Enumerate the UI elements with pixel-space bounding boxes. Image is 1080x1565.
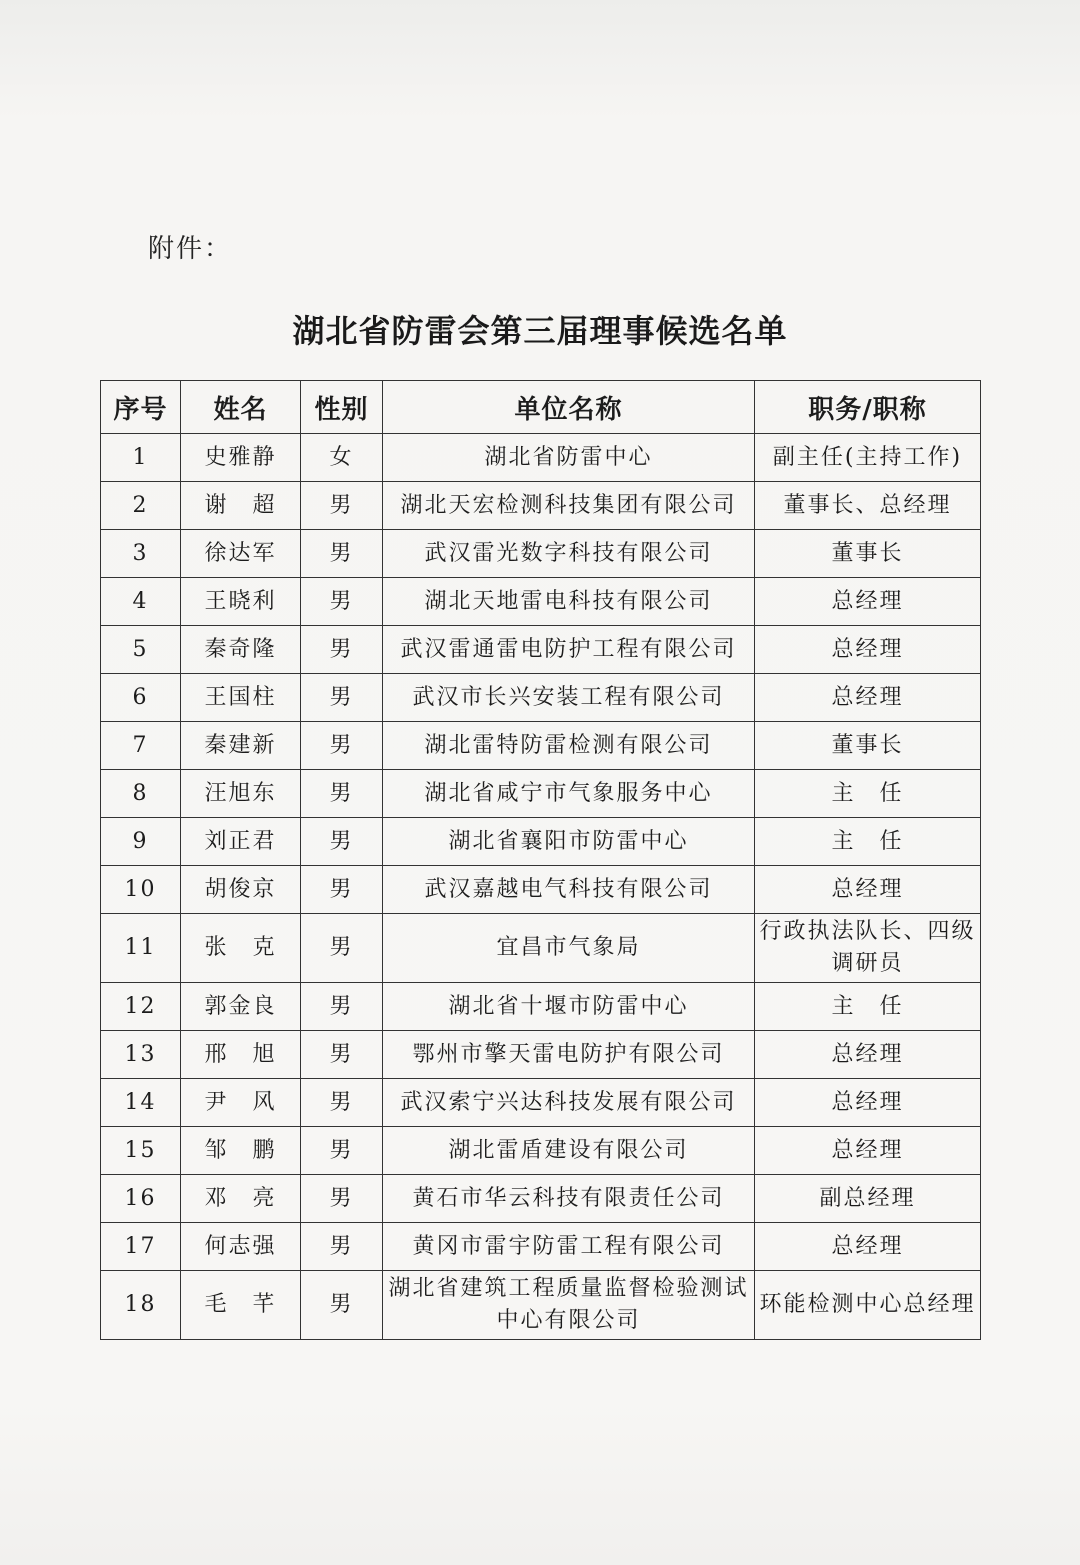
cell-org: 鄂州市擎天雷电防护有限公司	[383, 1031, 755, 1079]
table-row	[101, 983, 981, 1031]
cell-gender: 男	[301, 674, 383, 722]
table-row	[101, 578, 981, 626]
cell-position: 总经理	[755, 1127, 981, 1175]
cell-no: 17	[101, 1223, 181, 1271]
table-row	[101, 1175, 981, 1223]
cell-no: 8	[101, 770, 181, 818]
cell-name: 王国柱	[181, 674, 301, 722]
cell-org: 湖北省十堰市防雷中心	[383, 983, 755, 1031]
cell-position: 总经理	[755, 1223, 981, 1271]
cell-no: 7	[101, 722, 181, 770]
cell-gender: 男	[301, 818, 383, 866]
cell-org: 武汉雷光数字科技有限公司	[383, 530, 755, 578]
table-row	[101, 866, 981, 914]
cell-gender: 男	[301, 1271, 383, 1340]
cell-name: 郭金良	[181, 983, 301, 1031]
table-row	[101, 1127, 981, 1175]
cell-no: 2	[101, 482, 181, 530]
table-row	[101, 674, 981, 722]
header-gender: 性别	[301, 381, 383, 434]
table-row	[101, 1271, 981, 1340]
header-org: 单位名称	[383, 381, 755, 434]
cell-name: 汪旭东	[181, 770, 301, 818]
cell-name: 谢 超	[181, 482, 301, 530]
cell-no: 3	[101, 530, 181, 578]
cell-name: 胡俊京	[181, 866, 301, 914]
cell-no: 18	[101, 1271, 181, 1340]
cell-name: 何志强	[181, 1223, 301, 1271]
cell-gender: 男	[301, 1079, 383, 1127]
cell-org: 湖北天宏检测科技集团有限公司	[383, 482, 755, 530]
cell-position: 行政执法队长、四级调研员	[755, 914, 981, 983]
cell-name: 史雅静	[181, 434, 301, 482]
cell-gender: 男	[301, 626, 383, 674]
cell-org: 湖北省建筑工程质量监督检验测试中心有限公司	[383, 1271, 755, 1340]
cell-position: 董事长	[755, 722, 981, 770]
cell-no: 15	[101, 1127, 181, 1175]
cell-gender: 男	[301, 578, 383, 626]
cell-no: 14	[101, 1079, 181, 1127]
cell-gender: 男	[301, 530, 383, 578]
cell-position: 主 任	[755, 818, 981, 866]
cell-org: 武汉索宁兴达科技发展有限公司	[383, 1079, 755, 1127]
table-row	[101, 1079, 981, 1127]
cell-gender: 男	[301, 722, 383, 770]
cell-no: 9	[101, 818, 181, 866]
cell-position: 总经理	[755, 674, 981, 722]
cell-org: 武汉市长兴安装工程有限公司	[383, 674, 755, 722]
cell-position: 董事长	[755, 530, 981, 578]
cell-name: 刘正君	[181, 818, 301, 866]
cell-name: 徐达军	[181, 530, 301, 578]
cell-org: 湖北雷盾建设有限公司	[383, 1127, 755, 1175]
cell-gender: 男	[301, 914, 383, 983]
table-row	[101, 1223, 981, 1271]
cell-no: 4	[101, 578, 181, 626]
table-row	[101, 722, 981, 770]
header-position: 职务/职称	[755, 381, 981, 434]
cell-no: 11	[101, 914, 181, 983]
cell-no: 5	[101, 626, 181, 674]
cell-position: 总经理	[755, 578, 981, 626]
cell-gender: 男	[301, 983, 383, 1031]
attachment-label: 附件：	[148, 234, 233, 264]
cell-org: 湖北省咸宁市气象服务中心	[383, 770, 755, 818]
table-row	[101, 530, 981, 578]
cell-name: 秦建新	[181, 722, 301, 770]
candidate-table	[100, 380, 981, 1340]
table-row	[101, 626, 981, 674]
cell-position: 副总经理	[755, 1175, 981, 1223]
table-row	[101, 770, 981, 818]
cell-position: 董事长、总经理	[755, 482, 981, 530]
cell-gender: 男	[301, 1223, 383, 1271]
table-header-row	[101, 381, 981, 434]
cell-position: 总经理	[755, 626, 981, 674]
cell-name: 邓 亮	[181, 1175, 301, 1223]
table-row	[101, 914, 981, 983]
cell-name: 王晓利	[181, 578, 301, 626]
cell-position: 总经理	[755, 1079, 981, 1127]
cell-no: 1	[101, 434, 181, 482]
cell-org: 黄冈市雷宇防雷工程有限公司	[383, 1223, 755, 1271]
cell-gender: 男	[301, 1175, 383, 1223]
header-no: 序号	[101, 381, 181, 434]
table-row	[101, 482, 981, 530]
cell-no: 13	[101, 1031, 181, 1079]
cell-gender: 男	[301, 770, 383, 818]
document-title: 湖北省防雷会第三届理事候选名单	[292, 312, 788, 350]
cell-gender: 男	[301, 1031, 383, 1079]
table-row	[101, 434, 981, 482]
cell-org: 湖北省防雷中心	[383, 434, 755, 482]
cell-position: 总经理	[755, 866, 981, 914]
header-name: 姓名	[181, 381, 301, 434]
cell-name: 秦奇隆	[181, 626, 301, 674]
cell-no: 6	[101, 674, 181, 722]
cell-position: 副主任(主持工作)	[755, 434, 981, 482]
cell-no: 12	[101, 983, 181, 1031]
cell-org: 湖北雷特防雷检测有限公司	[383, 722, 755, 770]
cell-gender: 男	[301, 866, 383, 914]
cell-no: 10	[101, 866, 181, 914]
cell-no: 16	[101, 1175, 181, 1223]
cell-position: 主 任	[755, 983, 981, 1031]
cell-gender: 男	[301, 482, 383, 530]
cell-org: 黄石市华云科技有限责任公司	[383, 1175, 755, 1223]
cell-position: 总经理	[755, 1031, 981, 1079]
table-row	[101, 1031, 981, 1079]
cell-gender: 男	[301, 1127, 383, 1175]
cell-org: 武汉雷通雷电防护工程有限公司	[383, 626, 755, 674]
cell-name: 尹 风	[181, 1079, 301, 1127]
cell-org: 武汉嘉越电气科技有限公司	[383, 866, 755, 914]
cell-org: 宜昌市气象局	[383, 914, 755, 983]
cell-name: 毛 芊	[181, 1271, 301, 1340]
cell-position: 主 任	[755, 770, 981, 818]
cell-org: 湖北省襄阳市防雷中心	[383, 818, 755, 866]
cell-position: 环能检测中心总经理	[755, 1271, 981, 1340]
cell-name: 邹 鹏	[181, 1127, 301, 1175]
cell-gender: 女	[301, 434, 383, 482]
cell-org: 湖北天地雷电科技有限公司	[383, 578, 755, 626]
cell-name: 张 克	[181, 914, 301, 983]
cell-name: 邢 旭	[181, 1031, 301, 1079]
table-row	[101, 818, 981, 866]
